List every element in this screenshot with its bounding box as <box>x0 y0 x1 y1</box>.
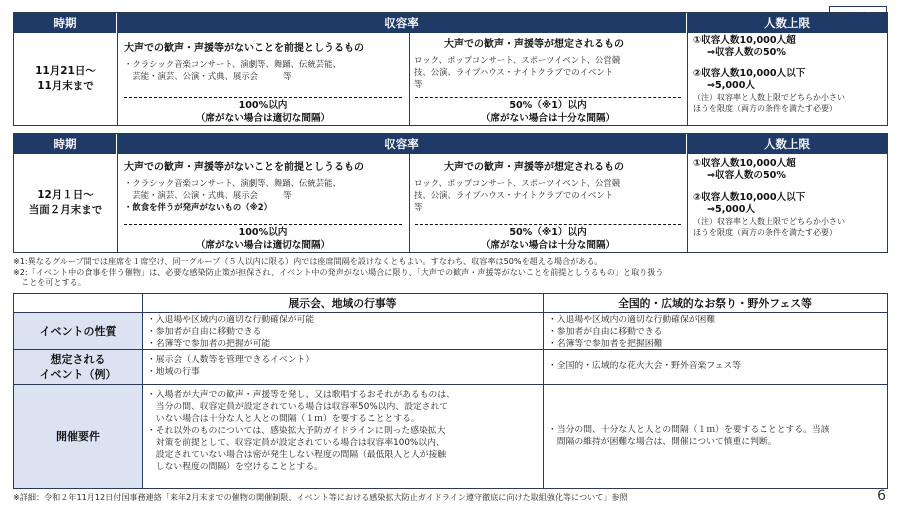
loud-events-line: 技、公演、ライブハウス・ナイトクラブでのイベント <box>414 190 614 200</box>
quiet-capacity-note: （席がない場合は適切な間隔） <box>195 113 331 124</box>
loud-capacity-rate: 50%（※1）以内 <box>509 100 587 111</box>
cell-line: ・全国的・広域的な花火大会・野外音楽フェス等 <box>548 361 742 371</box>
cell-line: ・それ以外のものについては、感染拡大予防ガイドラインに則った感染拡大 <box>147 426 446 436</box>
cell-line: ・名簿等で参加者を把握困難 <box>548 339 663 349</box>
dashed-divider <box>415 97 681 98</box>
loud-events-cell <box>414 35 684 90</box>
period-cell <box>14 154 117 252</box>
loud-events-line: 等 <box>414 79 423 89</box>
cell-line: 当分の間、収容定員が設定されている場合は収容率50%以内、設定されて <box>147 402 449 412</box>
local-requirements-cell <box>143 387 543 475</box>
limit-note-line: ほうを限度（両方の条件を満たす必要） <box>693 104 837 113</box>
period-cell <box>14 33 117 125</box>
row-label-nature <box>14 313 142 349</box>
quiet-events-cell <box>124 158 406 213</box>
capacity-table-november <box>13 12 888 126</box>
nationwide-examples-cell <box>544 358 887 374</box>
loud-capacity-rate: 50%（※1）以内 <box>509 227 587 238</box>
loud-capacity-caption <box>409 226 687 252</box>
quiet-events-line: ・クラシック音楽コンサート、演劇等、舞踊、伝統芸能、 <box>124 59 341 69</box>
row-label-text: 開催要件 <box>56 430 100 443</box>
capacity-table-december <box>13 133 888 253</box>
quiet-events-title: 大声での歓声・声援等がないことを前提としうるもの <box>124 162 364 173</box>
loud-events-cell <box>414 158 684 213</box>
cell-line: 対策を前提として、収容定員が設定されている場合は収容率100%以内、 <box>147 438 445 448</box>
cell-line: ・地域の行事 <box>147 367 200 377</box>
quiet-events-cell <box>124 39 406 82</box>
note-2: ※2:「イベント中の食事を伴う催物」は、必要な感染防止策が担保され、イベント中の発声がない場合に限り、「大声での歓声・声援等がないことを前提としうるもの」と取り扱う <box>13 266 664 277</box>
headcount-limit-cell <box>693 158 885 238</box>
row-label-text: イベント（例） <box>39 368 117 381</box>
cell-line: ・当分の間、十分な人と人との間隔（１ｍ）を要することとする。当該 <box>548 425 830 435</box>
limit-note-line: ほうを限度（両方の条件を満たす必要） <box>693 228 837 237</box>
event-requirements-table <box>13 293 888 489</box>
limit-over-10000: ①収容人数10,000人超 <box>693 158 796 169</box>
loud-events-title: 大声での歓声・声援等が想定されるもの <box>444 162 624 173</box>
quiet-capacity-caption <box>117 226 409 252</box>
food-no-voice-line: ・飲食を伴うが発声がないもの（※2） <box>124 202 272 212</box>
cell-line: ・入退場や区域内の適切な行動確保が可能 <box>147 315 315 325</box>
cell-line: ・入場者が大声での歓声・声援等を発し、又は歌唱するおそれがあるものは、 <box>147 390 455 400</box>
quiet-capacity-caption <box>117 99 409 125</box>
limit-under-10000: ②収容人数10,000人以下 <box>693 192 806 203</box>
quiet-events-line: 芸能・演芸、公演・式典、展示会 等 <box>124 71 292 81</box>
headcount-limit-cell <box>693 35 885 114</box>
period-line-2: 当面２月末まで <box>28 204 103 216</box>
row-label-text: イベントの性質 <box>39 324 117 338</box>
col-nationwide-events: 全国的・広域的なお祭り・野外フェス等 <box>618 296 812 310</box>
note-2-continued: ことを可とする。 <box>13 277 86 287</box>
limit-over-10000-value: ⇒収容人数の50% <box>707 47 786 58</box>
cell-line: ・名簿等で参加者の把握が可能 <box>147 339 271 349</box>
cell-line: ・参加者が自由に移動できる <box>147 327 262 337</box>
header-headcount-limit: 人数上限 <box>687 134 887 154</box>
limit-under-10000: ②収容人数10,000人以下 <box>693 68 806 79</box>
quiet-capacity-rate: 100%以内 <box>238 227 288 238</box>
limit-under-10000-value: ⇒5,000人 <box>707 204 755 215</box>
quiet-events-line: 芸能・演芸、公演・式典、展示会 等 <box>124 190 292 200</box>
loud-events-line: ロック、ポップコンサート、スポーツイベント、公営競 <box>414 178 621 188</box>
quiet-events-title: 大声での歓声・声援等がないことを前提としうるもの <box>124 43 364 54</box>
nationwide-requirements-cell <box>544 422 887 450</box>
loud-capacity-note: （席がない場合は十分な間隔） <box>480 240 616 251</box>
dashed-divider <box>415 224 681 225</box>
local-nature-cell <box>143 312 543 352</box>
row-label-example-events <box>14 350 142 384</box>
limit-over-10000: ①収容人数10,000人超 <box>693 35 796 46</box>
period-line-1: 11月21日～ <box>35 65 96 77</box>
cell-line: ・展示会（人数等を管理できるイベント） <box>147 355 315 365</box>
header-capacity-rate: 収容率 <box>117 134 687 154</box>
loud-events-line: ロック、ポップコンサート、スポーツイベント、公営競 <box>414 55 621 65</box>
col-local-events: 展示会、地域の行事等 <box>288 296 397 310</box>
row-label-text: 想定される <box>50 353 106 366</box>
period-line-1: 12月１日～ <box>37 189 94 201</box>
limit-note-line: （注）収容率と人数上限でどちらか小さい <box>693 217 845 226</box>
dashed-divider <box>124 224 402 225</box>
quiet-capacity-note: （席がない場合は適切な間隔） <box>195 240 331 251</box>
header-period: 時期 <box>14 13 117 33</box>
loud-events-line: 技、公演、ライブハウス・ナイトクラブでのイベント <box>414 67 614 77</box>
header-period: 時期 <box>14 134 117 154</box>
cell-line: いない場合は十分な人と人との間隔（１ｍ）を要することとする。 <box>147 414 420 424</box>
nationwide-nature-cell <box>544 312 887 352</box>
page-number: 6 <box>877 488 886 504</box>
header-capacity-rate: 収容率 <box>117 13 687 33</box>
loud-capacity-caption <box>409 99 687 125</box>
source-footnote: ※詳細：令和２年11月12日付国事務連絡「来年2月末までの催物の開催制限、イベント等における感染拡大防止ガイドライン遵守徹底に向けた取組強化等について」参照 <box>13 492 628 502</box>
note-1: ※1:異なるグループ間では座席を１席空け、同一グループ（５人以内に限る）内では座席間隔を設けなくともよい。すなわち、収容率は50%を超える場合がある。 <box>13 256 603 266</box>
loud-events-line: 等 <box>414 202 423 212</box>
header-headcount-limit: 人数上限 <box>687 13 887 33</box>
cell-line: ・参加者が自由に移動できる <box>548 327 663 337</box>
quiet-capacity-rate: 100%以内 <box>238 100 288 111</box>
period-line-2: 11月末まで <box>37 80 94 92</box>
limit-under-10000-value: ⇒5,000人 <box>707 80 755 91</box>
loud-capacity-note: （席がない場合は十分な間隔） <box>480 113 616 124</box>
limit-note-line: （注）収容率と人数上限でどちらか小さい <box>693 93 845 102</box>
cell-line: ・入退場や区域内の適切な行動確保が困難 <box>548 315 716 325</box>
cell-line: 設定されていない場合は密が発生しない程度の間隔（最低限人と人が接触 <box>147 450 447 460</box>
local-examples-cell <box>143 352 543 380</box>
cell-line: 間隔の維持が困難な場合は、開催について慎重に判断。 <box>548 437 777 447</box>
row-label-requirements <box>14 385 142 488</box>
loud-events-title: 大声での歓声・声援等が想定されるもの <box>444 39 624 50</box>
cell-line: しない程度の間隔）を空けることとする。 <box>147 462 323 472</box>
dashed-divider <box>124 97 402 98</box>
quiet-events-line: ・クラシック音楽コンサート、演劇等、舞踊、伝統芸能、 <box>124 178 341 188</box>
limit-over-10000-value: ⇒収容人数の50% <box>707 170 786 181</box>
